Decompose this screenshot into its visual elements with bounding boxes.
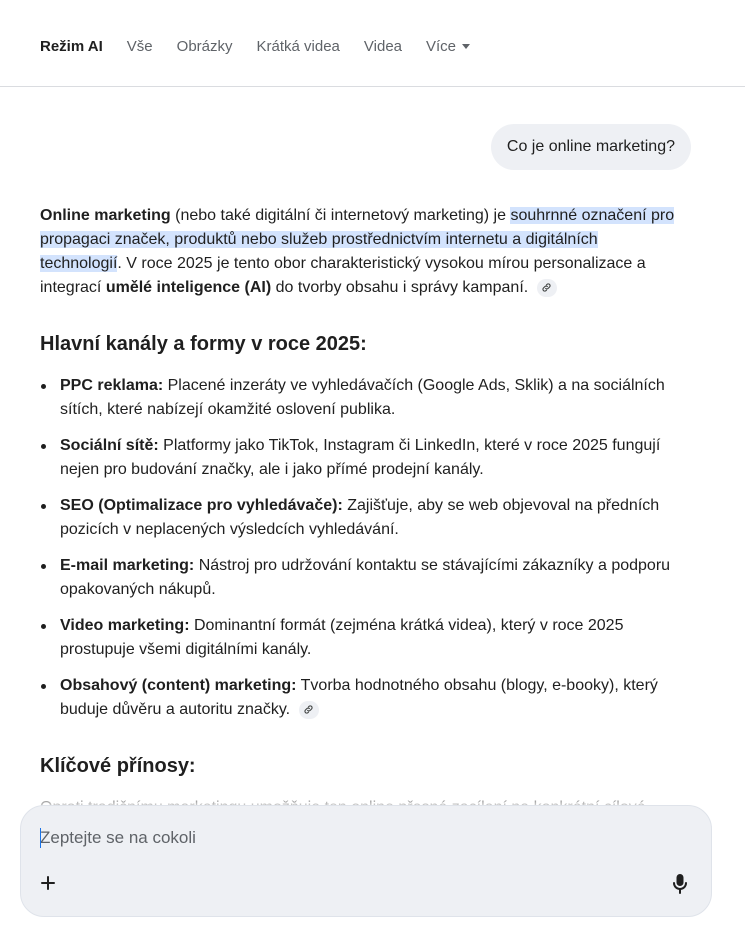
microphone-icon bbox=[672, 873, 688, 895]
list-item bbox=[40, 554, 680, 602]
tab-short-videos[interactable]: Krátká videa bbox=[256, 38, 340, 55]
intro-text-3: do tvorby obsahu i správy kampaní. bbox=[271, 279, 529, 296]
user-query-bubble: Co je online marketing? bbox=[491, 124, 691, 170]
caret-down-icon bbox=[462, 44, 470, 49]
list-item bbox=[40, 674, 680, 722]
top-navigation bbox=[0, 0, 745, 87]
tab-all[interactable]: Vše bbox=[126, 38, 153, 55]
prompt-input[interactable] bbox=[40, 825, 640, 851]
tab-ai-mode[interactable]: Režim AI bbox=[40, 38, 103, 55]
item-title: E-mail marketing: bbox=[60, 557, 195, 574]
item-title: SEO (Optimalizace pro vyhledávače): bbox=[60, 497, 343, 514]
item-text: Zajišťuje, aby se web objevoval na předních pozicích v neplacených výsledcích vyhledávání. bbox=[60, 497, 660, 538]
tab-images[interactable]: Obrázky bbox=[176, 38, 233, 55]
section-title-channels: Hlavní kanály a formy v roce 2025: bbox=[40, 333, 367, 355]
text-cursor bbox=[40, 828, 41, 848]
ai-answer bbox=[40, 204, 680, 820]
item-title: PPC reklama: bbox=[60, 377, 164, 394]
item-text: Platformy jako TikTok, Instagram či LinkedIn, které v roce 2025 fungují nejen pro budování značky, ale i jako přímé prodejní kanály. bbox=[60, 437, 661, 478]
list-item bbox=[40, 614, 680, 662]
prompt-composer bbox=[20, 805, 712, 917]
item-text: Dominantní formát (zejména krátká videa), který v roce 2025 prostupuje všemi digitálními kanály. bbox=[60, 617, 624, 658]
intro-bold-ai: umělé inteligence (AI) bbox=[105, 279, 272, 296]
intro-text-1: (nebo také digitální či internetový marketing) je bbox=[170, 207, 511, 224]
voice-input-button[interactable] bbox=[669, 872, 691, 896]
item-text: Placené inzeráty ve vyhledávačích (Google Ads, Sklik) a na sociálních sítích, které nabízejí okamžité oslovení publika. bbox=[60, 377, 665, 418]
tab-more-label: Více bbox=[426, 38, 457, 55]
intro-term: Online marketing bbox=[40, 207, 171, 224]
section-title-benefits: Klíčové přínosy: bbox=[40, 755, 196, 777]
intro-text-2: . V roce 2025 je tento obor charakteristický vysokou mírou personalizace a integrací bbox=[40, 255, 646, 296]
list-item bbox=[40, 374, 680, 422]
source-link-icon[interactable] bbox=[299, 701, 319, 719]
tab-videos[interactable]: Videa bbox=[363, 38, 402, 55]
tab-more[interactable] bbox=[426, 38, 470, 55]
plus-icon bbox=[41, 876, 55, 890]
channels-list bbox=[40, 374, 680, 722]
add-attachment-button[interactable] bbox=[37, 872, 59, 894]
source-link-icon[interactable] bbox=[537, 279, 557, 297]
item-title: Sociální sítě: bbox=[60, 437, 159, 454]
search-tabs bbox=[40, 38, 494, 55]
intro-highlight[interactable]: souhrnné označení pro propagaci značek, produktů nebo služeb prostřednictvím internetu a digitálních technologií bbox=[40, 207, 675, 272]
item-title: Video marketing: bbox=[60, 617, 190, 634]
list-item bbox=[40, 434, 680, 482]
item-text: Nástroj pro udržování kontaktu se stávajícími zákazníky a podporu opakovaných nákupů. bbox=[60, 557, 671, 598]
list-item bbox=[40, 494, 680, 542]
answer-intro bbox=[40, 204, 680, 300]
item-title: Obsahový (content) marketing: bbox=[60, 677, 297, 694]
item-text: Tvorba hodnotného obsahu (blogy, e-booky), který buduje důvěru a autoritu značky. bbox=[60, 677, 658, 718]
